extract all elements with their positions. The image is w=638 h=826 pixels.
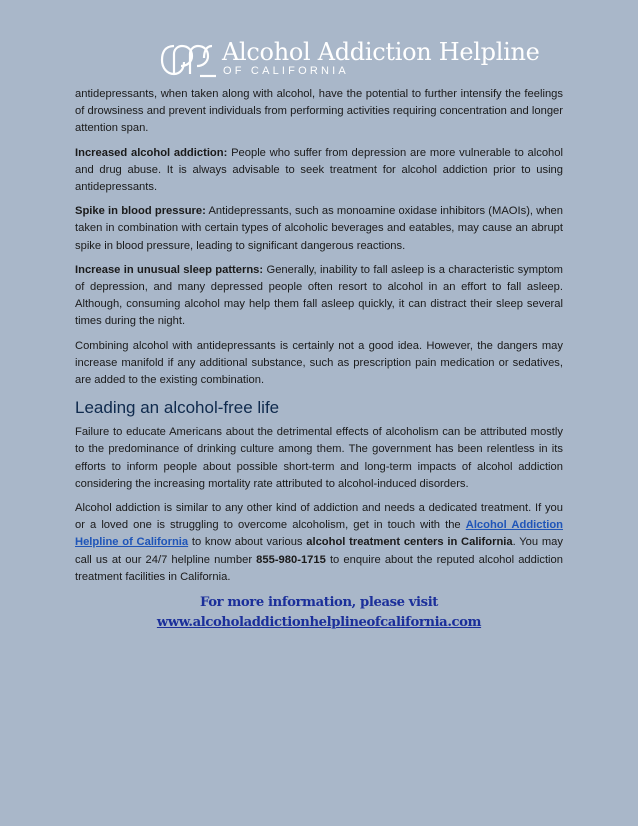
document-body [75,86,563,633]
paragraph-combining: Combining alcohol with antidepressants is certainly not a good idea. However, the dangers may increase manifold if any additional substance, such as prescription pain medication or sedatives, are added to the existing combination. [75,339,563,387]
header [0,38,638,84]
text-sleep-patterns: Generally, inability to fall asleep is a characteristic symptom of depression, and many depressed people often resort to alcohol in an effort to fall asleep. Although, consuming alcohol may help them fall asleep quickly, it can distract their sleep several times during the night. [75,263,564,328]
label-sleep-patterns: Increase in unusual sleep patterns: [75,263,264,276]
contact-text-1: Alcohol addiction is similar to any other kind of addiction and needs a dedicated treatment. If you or a loved one is struggling to overcome alcoholism, get in touch with the [75,502,563,532]
paragraph-failure: Failure to educate Americans about the detrimental effects of alcoholism can be attributed mostly to the predominance of drinking culture among them. The government has been relentless in its efforts to inform people about possible short-term and long-term impacts of alcohol addiction considering the increasing mortality rate attributed to alcohol-induced disorders. [75,426,563,490]
logo-subtitle: OF CALIFORNIA [223,65,349,77]
label-blood-pressure: Spike in blood pressure: [75,205,206,218]
logo-icon [160,40,218,80]
helpline-link[interactable]: Alcohol Addiction Helpline of California [75,519,563,549]
treatment-centers-bold: alcohol treatment centers in California [306,536,513,549]
paragraph-contact [75,500,563,586]
more-info-block [75,593,563,633]
paragraph-increased-addiction [75,145,563,197]
logo-title: Alcohol Addiction Helpline [222,38,540,66]
text-blood-pressure: Antidepressants, such as monoamine oxidase inhibitors (MAOIs), when taken in combination with certain types of alcoholic beverages and eatables, may cause an abrupt spike in blood pressure, leading to significant dangerous reactions. [75,205,563,252]
contact-text-3: . You may call us at our 24/7 helpline number [75,536,563,566]
label-increased-addiction: Increased alcohol addiction: [75,146,228,159]
website-link[interactable]: www.alcoholaddictionhelplineofcalifornia.com [156,615,482,631]
text-increased-addiction: People who suffer from depression are more vulnerable to alcohol and drug abuse. It is always advisable to seek treatment for alcohol addiction prior to using antidepressants. [75,146,563,194]
more-info-text: For more information, please visit [199,595,438,611]
paragraph-intro: antidepressants, when taken along with alcohol, have the potential to further intensify the feelings of drowsiness and prevent individuals from performing activities requiring concentration and longer attention span. [75,88,563,135]
contact-text-4: to enquire about the reputed alcohol addiction treatment facilities in California. [75,553,563,583]
paragraph-sleep-patterns [75,262,563,331]
paragraph-blood-pressure [75,203,563,255]
contact-text-2: to know about various [188,536,307,549]
phone-number: 855-980-1715 [256,553,326,566]
section-heading: Leading an alcohol-free life [75,398,280,418]
